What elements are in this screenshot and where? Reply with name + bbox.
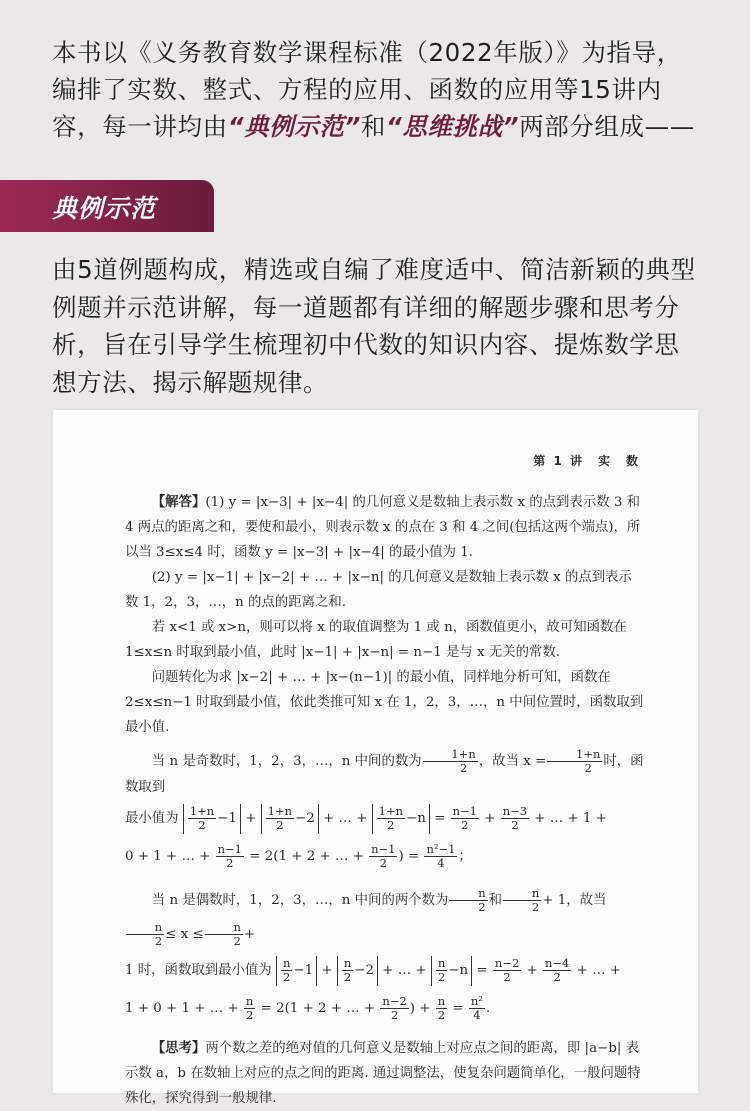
section-tab-label: 典例示范 [52, 194, 157, 223]
even-case: 当 n 是偶数时，1，2，3，…，n 中间的两个数为 $\frac{n}{2}$ 和 $\frac{n}{2}$ + 1，故当 $\frac{n}{2}$ ≤ x ≤ $\frac{n}{2}$ + [125, 884, 645, 952]
even-case-min: 1 时，函数取到最小值为 $\frac{n}{2}$ −1 + $\frac{n}{2}$ −2 + … + $\frac{n}{2}$ −n = $\frac{n-2}{2}$ + $\frac{n-4}{2}$ + … + [125, 955, 621, 984]
highlight-challenge: “思维挑战” [385, 112, 520, 141]
section-description: 由5道例题构成，精选或自编了难度适中、简洁新颖的典型例题并示范讲解，每一道题都有详细的解题步骤和思考分析，旨在引导学生梳理初中代数的知识内容、提炼数学思想方法、揭示解题规律。 [52, 255, 696, 397]
answer-part3: 若 x<1 或 x>n，则可以将 x 的取值调整为 1 或 n，函数值更小，故可知函数在 1≤x≤n 时取到最小值，此时 |x−1| + |x−n| = n−1 是与 x 无关的常数. [125, 620, 627, 660]
odd-case: 当 n 是奇数时，1，2，3，…，n 中间的数为 $\frac{1+n}{2}$ ，故当 x = $\frac{1+n}{2}$ 时，函数取到 [125, 747, 644, 795]
intro-paragraph: 本书以《义务教育数学课程标准（2022年版）》为指导，编排了实数、整式、方程的应用、函数的应用等15讲内容，每一讲均由“典例示范”和“思维挑战”两部分组成—— [52, 38, 695, 141]
odd-case-result: 0 + 1 + … + $\frac{n-1}{2}$ = 2(1 + 2 + … + $\frac{n-1}{2}$ ) = $\frac{\text{n²−1}}{4}$ ； [125, 842, 472, 870]
book-page-sample [53, 410, 698, 1106]
answer-part2: (2) y = |x−1| + |x−2| + … + |x−n| 的几何意义是数轴上表示数 x 的点到表示数 1，2，3，…，n 的点的距离之和. [125, 570, 632, 610]
section-tab [0, 180, 214, 232]
page-body [125, 490, 645, 1111]
answer-part4: 问题转化为求 |x−2| + … + |x−(n−1)| 的最小值，同样地分析可知，函数在 2≤x≤n−1 时取到最小值，依此类推可知 x 在 1，2，3，…，n 中间位置时，函数取到最小值. [125, 670, 644, 735]
odd-case-min: 最小值为 $\frac{1+n}{2}$ −1 + $\frac{1+n}{2}$ −2 + … + $\frac{1+n}{2}$ −n = $\frac{n-1}{2}$ + $\frac{n-3}{2}$ + … + 1 + [125, 803, 607, 832]
highlight-examples: “典例示范” [227, 112, 361, 141]
page-header: 第 1 讲 实 数 [533, 454, 640, 468]
even-case-result: 1 + 0 + 1 + … + $\frac{n}{2}$ = 2(1 + 2 + … + $\frac{n-2}{2}$ ) + $\frac{n}{2}$ = $\frac{\text{n²}}{4}$ . [125, 994, 491, 1022]
thinking-note: 【思考】两个数之差的绝对值的几何意义是数轴上对应点之间的距离，即 |a−b| 表示数 a，b 在数轴上对应的点之间的距离. 通过调整法，使复杂问题简单化，一般问题特殊化，探究得到一般规律. [125, 1041, 641, 1106]
answer-part1: 【解答】(1) y = |x−3| + |x−4| 的几何意义是数轴上表示数 x 的点到表示数 3 和 4 两点的距离之和，要使和最小，则表示数 x 的点在 3 和 4 之间(包括这两个端点)，所以当 3≤x≤4 时，函数 y = |x−3| + |x−4| 的最小值为 1. [125, 495, 641, 560]
